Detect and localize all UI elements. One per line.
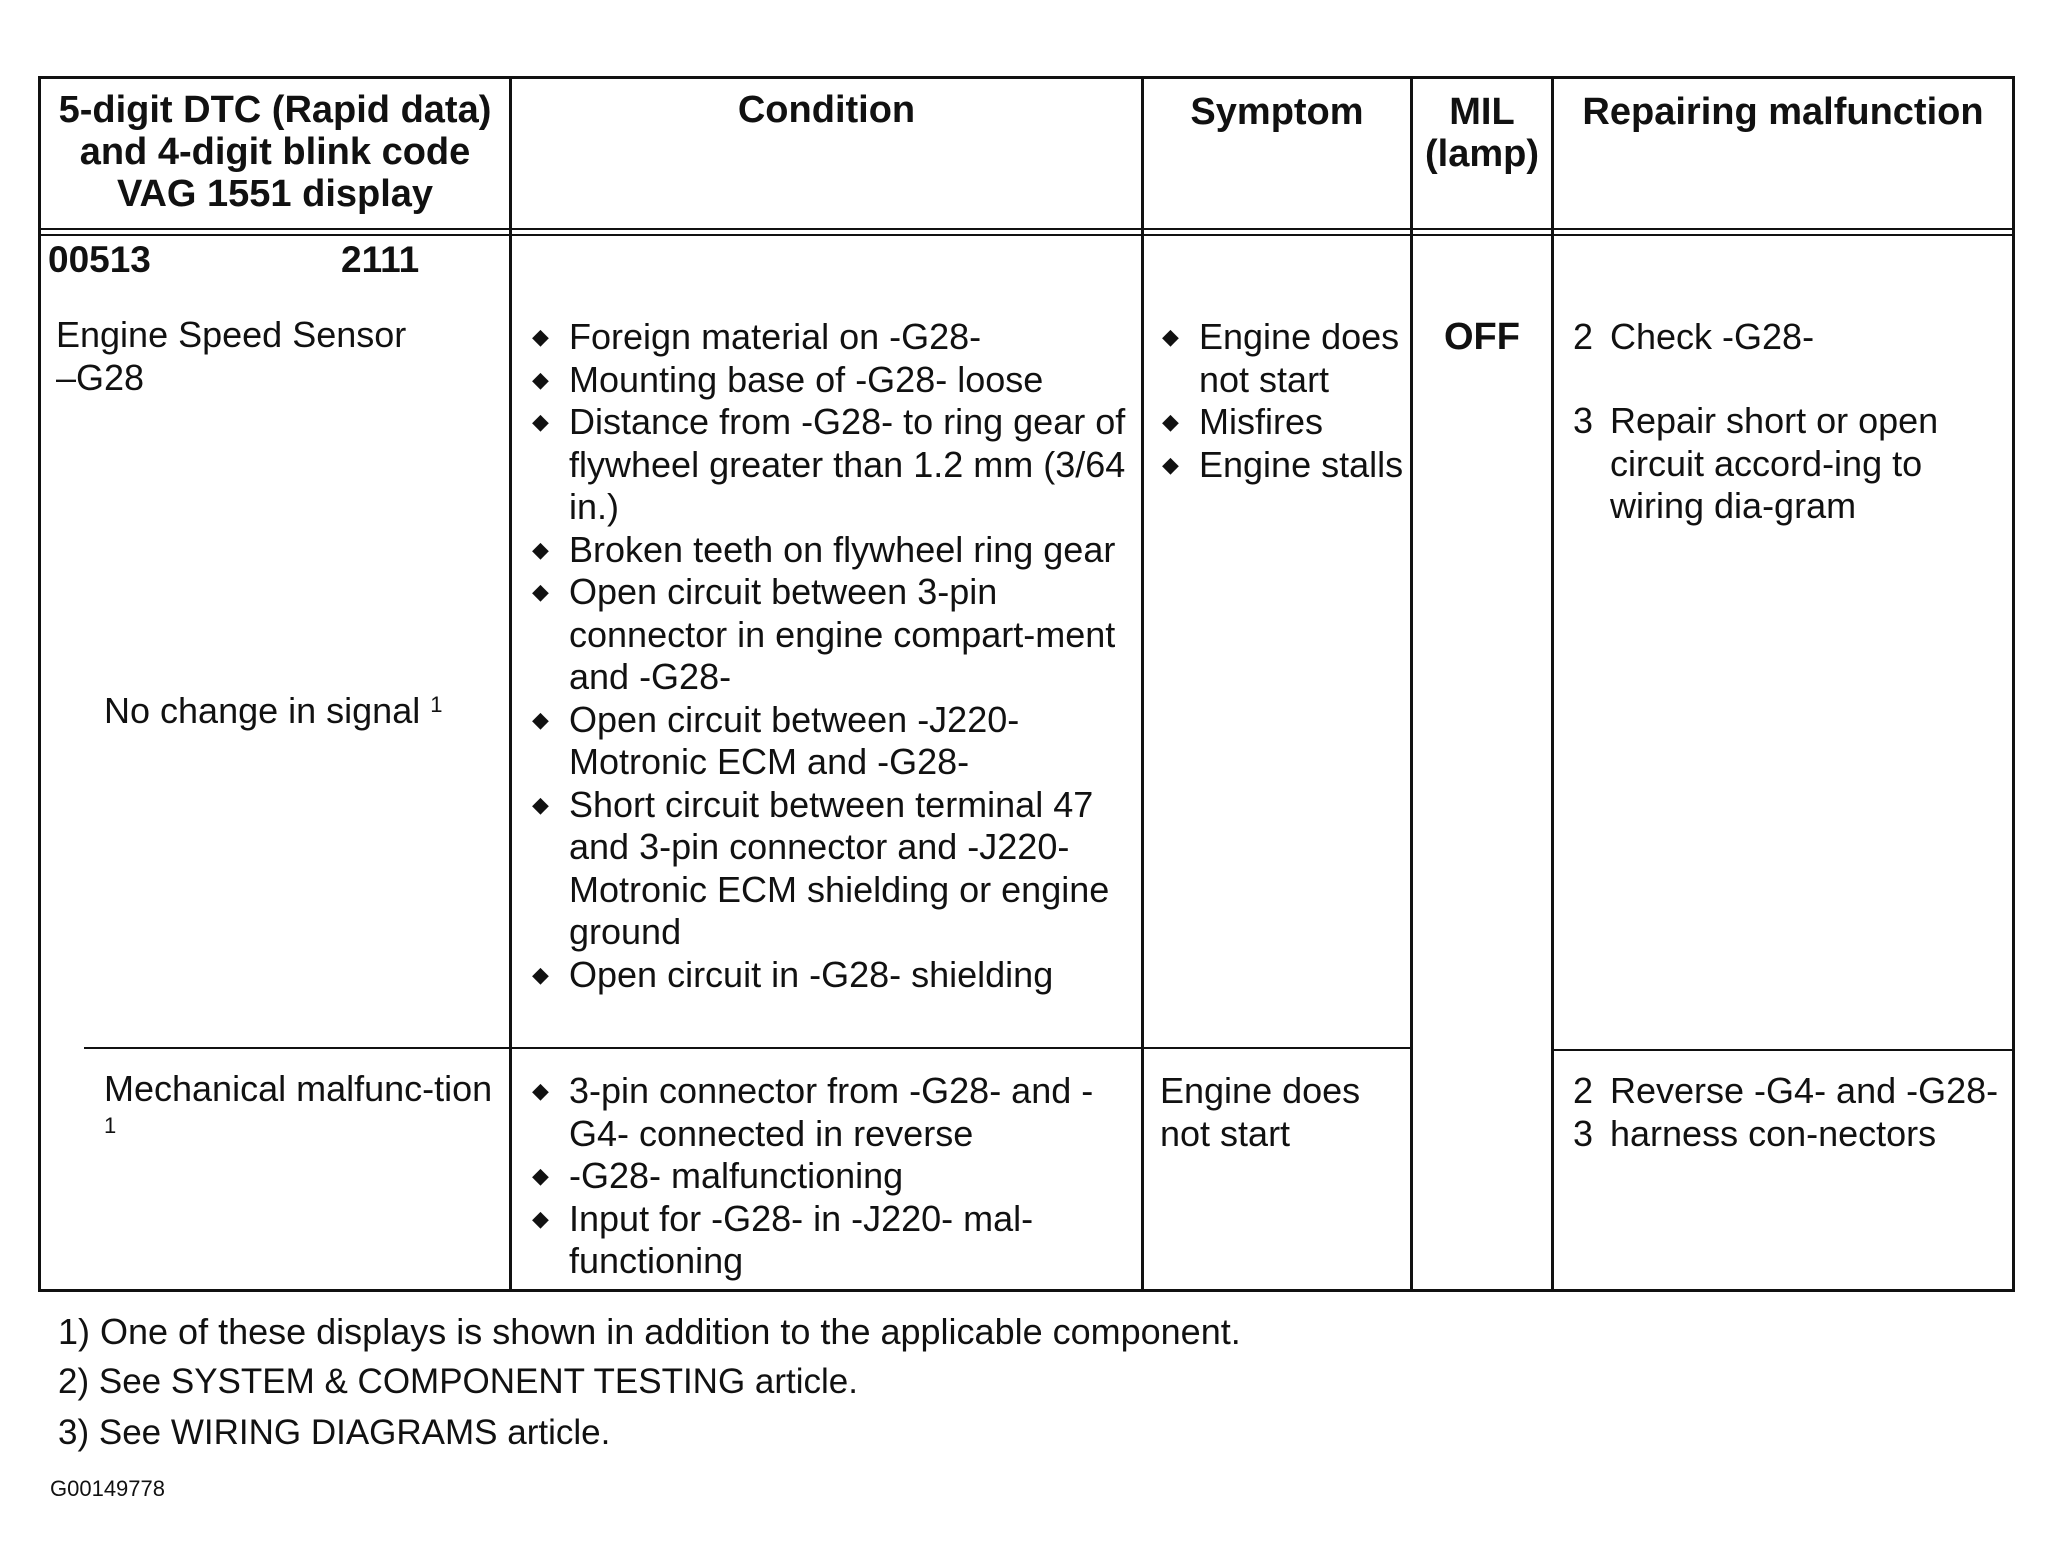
footnote-ref: 1: [104, 1112, 117, 1138]
symptom-item: ◆ Engine stalls: [1162, 444, 1407, 487]
symptom-item: ◆ Engine does not start: [1162, 316, 1407, 401]
footnote-3: 3) See WIRING DIAGRAMS article.: [58, 1413, 611, 1452]
header-dtc: 5-digit DTC (Rapid data) and 4-digit blink code VAG 1551 display: [58, 89, 492, 215]
column-divider-4: [1551, 76, 1554, 1292]
mil-status: OFF: [1444, 316, 1520, 358]
conditions-group-1: [532, 316, 1140, 996]
condition-item: ◆ 3-pin connector from -G28- and -G4- connected in reverse: [532, 1070, 1140, 1155]
conditions-list: [532, 316, 1140, 996]
component-name: Engine Speed Sensor –G28: [56, 314, 407, 398]
header-symptom: Symptom: [1190, 91, 1364, 133]
footnote-refs: 2 3: [1573, 1070, 1594, 1154]
header-rule-upper: [38, 228, 2015, 230]
footnote-2: 2) See SYSTEM & COMPONENT TESTING article.: [58, 1362, 858, 1401]
symptoms-list: [1162, 316, 1407, 486]
condition-item: ◆ Distance from -G28- to ring gear of flywheel greater than 1.2 mm (3/64 in.): [532, 401, 1140, 529]
display-no-change-in-signal: No change in signal $^1$: [104, 690, 443, 731]
table-left-border: [38, 76, 41, 1292]
repair-reverse-connectors: 2 3 Reverse -G4- and -G28- harness con-nectors: [1573, 1070, 1999, 1154]
condition-item: ◆ Open circuit in -G28- shielding: [532, 954, 1140, 997]
condition-item: ◆ Foreign material on -G28-: [532, 316, 1140, 359]
dtc-code-rapid: 00513: [48, 239, 151, 280]
header-mil: MIL (lamp): [1425, 91, 1539, 175]
header-rule-lower: [38, 234, 2015, 236]
footnote-ref: 2: [1573, 316, 1594, 357]
symptom-mechanical: Engine does not start: [1160, 1070, 1361, 1154]
row-separator-right: [1551, 1049, 2015, 1051]
column-divider-1: [509, 76, 512, 1292]
condition-item: ◆ -G28- malfunctioning: [532, 1155, 1140, 1198]
symptom-item: ◆ Misfires: [1162, 401, 1407, 444]
condition-item: ◆ Open circuit between -J220- Motronic ECM and -G28-: [532, 699, 1140, 784]
repair-check-g28: 2 Check -G28-: [1573, 316, 1815, 357]
header-condition: Condition: [737, 89, 916, 131]
table-right-border: [2012, 76, 2015, 1292]
display-mechanical-malfunction: Mechanical malfunc-tion $^1$: [104, 1068, 493, 1138]
row-separator-left: [84, 1047, 1412, 1049]
column-divider-3: [1410, 76, 1413, 1292]
condition-item: ◆ Short circuit between terminal 47 and 3-pin connector and -J220- Motronic ECM shielding or engine ground: [532, 784, 1140, 954]
symptoms-group-1: [1162, 316, 1407, 486]
table-bottom-border: [38, 1289, 2015, 1292]
condition-item: ◆ Broken teeth on flywheel ring gear: [532, 529, 1140, 572]
figure-id: G00149778: [50, 1476, 165, 1501]
conditions-group-2: [532, 1070, 1140, 1283]
table-top-border: [38, 76, 2015, 79]
conditions-list: [532, 1070, 1140, 1283]
repair-short-open-circuit: 3 Repair short or open circuit accord-ing to wiring dia-gram: [1573, 400, 1939, 526]
dtc-code-blink: 2111: [341, 239, 420, 280]
condition-item: ◆ Mounting base of -G28- loose: [532, 359, 1140, 402]
footnote-1: 1) One of these displays is shown in addition to the applicable component.: [58, 1311, 1241, 1352]
condition-item: ◆ Input for -G28- in -J220- mal-functioning: [532, 1198, 1140, 1283]
footnote-ref: 1: [430, 692, 443, 717]
condition-item: ◆ Open circuit between 3-pin connector in engine compart-ment and -G28-: [532, 571, 1140, 699]
column-divider-2: [1141, 76, 1144, 1292]
header-repair: Repairing malfunction: [1582, 91, 1984, 133]
footnote-ref: 3: [1573, 400, 1594, 441]
